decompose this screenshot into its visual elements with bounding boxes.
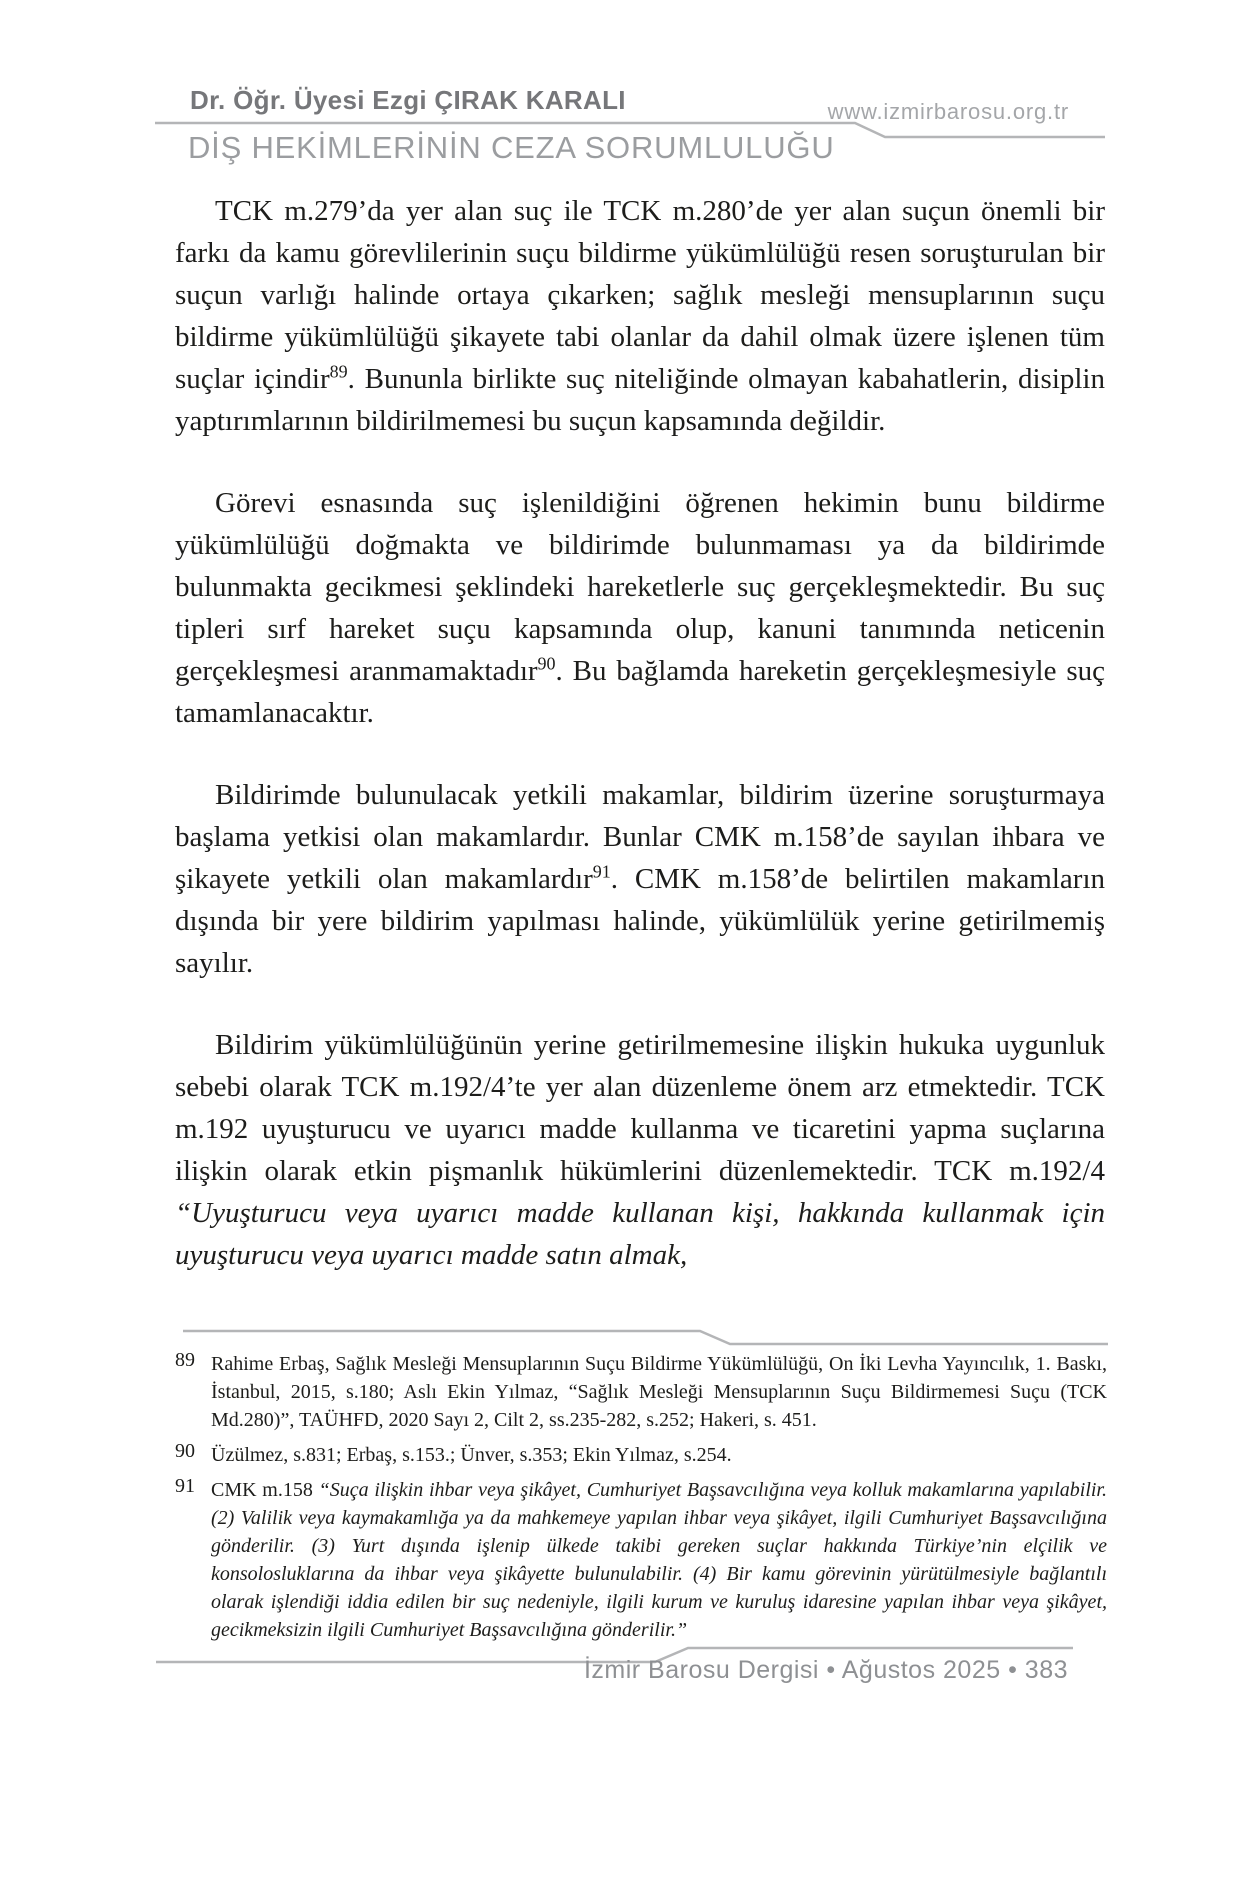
paragraph-4 (175, 1024, 1105, 1276)
footnote-89-number: 89 (175, 1349, 195, 1371)
author-name: Dr. Öğr. Üyesi Ezgi ÇIRAK KARALI (190, 85, 626, 115)
paragraph-4-text: Bildirim yükümlülüğünün yerine getirilmemesine ilişkin hukuka uygunluk sebebi olarak TCK m.192/4’te yer alan düzenleme önem arz etmektedir. TCK m.192 uyuşturucu ve uyarıcı madde kullanma ve ticaretini yapma suçlarına ilişkin olarak etkin pişmanlık hükümlerini düzenlemektedir. TCK m.192/4 (175, 1029, 1105, 1187)
website-url: www.izmirbarosu.org.tr (827, 99, 1069, 124)
footnote-separator-rule (183, 1329, 1108, 1347)
footnote-91-label: CMK m.158 (211, 1479, 319, 1501)
footnote-90 (175, 1441, 1107, 1469)
paragraph-3 (175, 774, 1105, 984)
footnote-89-text: Rahime Erbaş, Sağlık Mesleği Mensuplarının Suçu Bildirme Yükümlülüğü, On İki Levha Yayıncılık, 1. Baskı, İstanbul, 2015, s.180; Aslı Ekin Yılmaz, “Sağlık Mesleği Mensuplarının Suçu Bildirmemesi Suçu (TCK Md.280)”, TAÜHFD, 2020 Sayı 2, Cilt 2, ss.235-282, s.252; Hakeri, s. 451. (211, 1353, 1107, 1431)
footnote-90-number: 90 (175, 1440, 195, 1462)
footnote-89 (175, 1350, 1107, 1434)
footnote-ref-91: 91 (592, 861, 611, 882)
footnote-91-quote: “Suça ilişkin ihbar veya şikâyet, Cumhuriyet Başsavcılığına veya kolluk makamlarına yapılabilir. (2) Valilik veya kaymakamlığa ya da mahkemeye yapılan ihbar veya şikâyet, ilgili Cumhuriyet Başsavcılığına gönderilir. (3) Yurt dışında işlenip ülkede takibi gereken suçlar hakkında Türkiye’nin elçilik ve konsolosluklarına da ihbar veya şikâyette bulunulabilir. (4) Bir kamu görevinin yürütülmesiyle bağlantılı olarak işlendiği iddia edilen bir suç nedeniyle, ilgili kurum ve kuruluş idaresine yapılan ihbar veya şikâyet, gecikmeksizin ilgili Cumhuriyet Başsavcılığına gönderilir.” (211, 1479, 1107, 1641)
paragraph-2-text-after: . Bu bağlamda hareketin gerçekleşmesiyle suç tamamlanacaktır. (175, 655, 1105, 729)
paragraph-2 (175, 482, 1105, 734)
paragraph-2-text: Görevi esnasında suç işlenildiğini öğrenen hekimin bunu bildirme yükümlülüğü doğmakta ve bildirimde bulunmaması ya da bildirimde bulunmakta gecikmesi şeklindeki hareketlerle suç gerçekleşmektedir. Bu suç tipleri sırf hareket suçu kapsamında olup, kanuni tanımında neticenin gerçekleşmesi aranmamaktadır (175, 487, 1105, 687)
paragraph-3-text-after: . CMK m.158’de belirtilen makamların dışında bir yere bildirim yapılması halinde, yükümlülük yerine getirilmemiş sayılır. (175, 863, 1106, 979)
paragraph-3-text: Bildirimde bulunulacak yetkili makamlar, bildirim üzerine soruşturmaya başlama yetkisi olan makamlardır. Bunlar CMK m.158’de sayılan ihbara ve şikayete yetkili olan makamlardır (175, 779, 1105, 895)
article-body (175, 190, 1105, 1276)
footnote-91-text (211, 1479, 1107, 1641)
footnote-91 (175, 1476, 1107, 1644)
statute-quote: “Uyuşturucu veya uyarıcı madde kullanan kişi, hakkında kullanmak için uyuşturucu veya uyarıcı madde satın almak, (175, 1197, 1105, 1271)
footnote-90-text: Üzülmez, s.831; Erbaş, s.153.; Ünver, s.353; Ekin Yılmaz, s.254. (211, 1444, 732, 1466)
paragraph-1-text: TCK m.279’da yer alan suç ile TCK m.280’de yer alan suçun önemli bir farkı da kamu görevlilerinin suçu bildirme yükümlülüğü resen soruşturulan bir suçun varlığı halinde ortaya çıkarken; sağlık mesleği mensuplarının suçu bildirme yükümlülüğü şikayete tabi olanlar da dahil olmak üzere işlenen tüm suçlar içindir (175, 195, 1105, 395)
paragraph-1 (175, 190, 1105, 442)
footnote-ref-90: 90 (537, 653, 556, 674)
footnote-ref-89: 89 (329, 361, 348, 382)
footnote-91-number: 91 (175, 1475, 195, 1497)
footnotes-section (175, 1350, 1107, 1651)
article-title: DİŞ HEKİMLERİNİN CEZA SORUMLULUĞU (188, 130, 835, 165)
paragraph-1-text-after: . Bununla birlikte suç niteliğinde olmayan kabahatlerin, disiplin yaptırımlarının bildirilmemesi bu suçun kapsamında değildir. (175, 363, 1105, 437)
page-footer: İzmir Barosu Dergisi • Ağustos 2025 • 383 (583, 1656, 1068, 1684)
